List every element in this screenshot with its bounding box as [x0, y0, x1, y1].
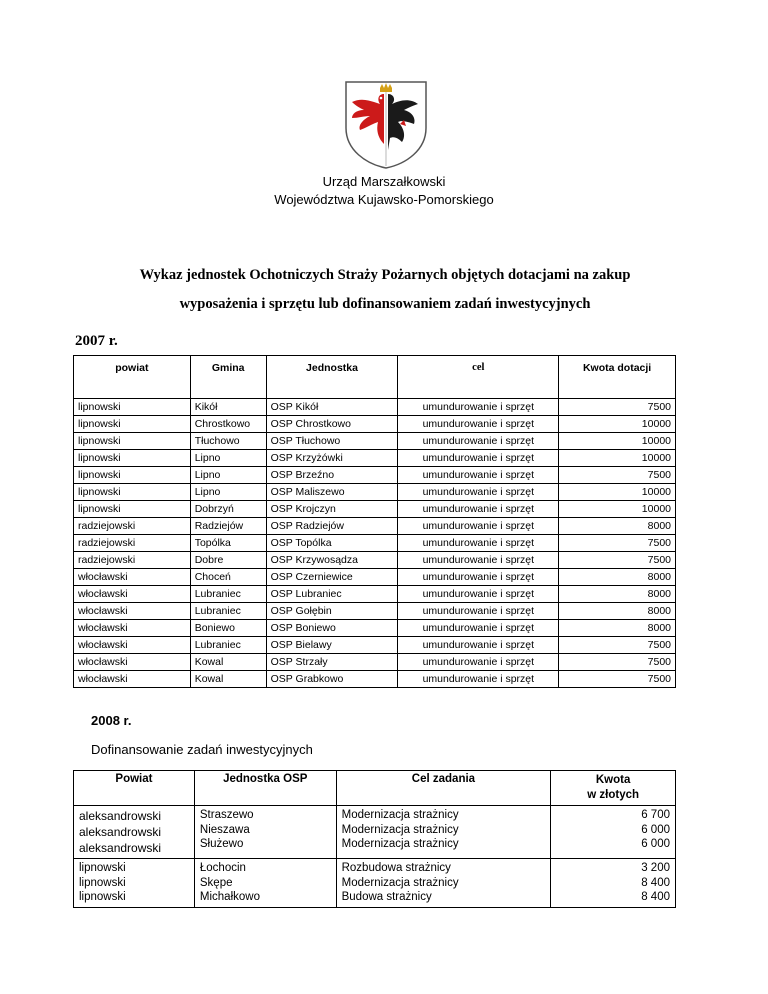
cell-powiat: włocławski	[74, 620, 191, 637]
cell-line: 6 000	[641, 823, 670, 836]
cell-jednostka: OSP Boniewo	[266, 620, 398, 637]
column-header-jednostka: Jednostka	[266, 356, 398, 399]
table-row-group	[74, 859, 676, 908]
cell-powiat: włocławski	[74, 637, 191, 654]
cell-line: 6 700	[641, 809, 670, 821]
cell-line: Straszewo	[199, 809, 254, 821]
cell-jednostka: OSP Krojczyn	[266, 501, 398, 518]
cell-cel	[336, 859, 551, 908]
table-row	[74, 399, 676, 416]
table-row	[74, 654, 676, 671]
cell-kwota	[551, 859, 676, 908]
cell-powiat: lipnowski	[74, 484, 191, 501]
cell-jednostka: OSP Topólka	[266, 535, 398, 552]
cell-kwota: 10000	[559, 433, 676, 450]
cell-jednostka: OSP Krzyżówki	[266, 450, 398, 467]
cell-gmina: Topólka	[190, 535, 266, 552]
table-row-group	[74, 806, 676, 859]
cell-line: lipnowski	[79, 891, 126, 903]
table-header-row	[74, 356, 676, 399]
cell-cel: umundurowanie i sprzęt	[398, 399, 559, 416]
cell-gmina: Boniewo	[190, 620, 266, 637]
cell-cel: umundurowanie i sprzęt	[398, 637, 559, 654]
cell-cel: umundurowanie i sprzęt	[398, 484, 559, 501]
cell-line: aleksandrowski	[79, 809, 162, 823]
cell-jednostka: OSP Bielawy	[266, 637, 398, 654]
cell-kwota: 8000	[559, 518, 676, 535]
cell-jednostka: OSP Radziejów	[266, 518, 398, 535]
cell-line: Skępe	[199, 876, 233, 889]
cell-powiat: lipnowski	[74, 450, 191, 467]
cell-gmina: Chrostkowo	[190, 416, 266, 433]
cell-line: lipnowski	[79, 862, 126, 874]
cell-gmina: Lubraniec	[190, 603, 266, 620]
cell-cel: umundurowanie i sprzęt	[398, 416, 559, 433]
cell-gmina: Kowal	[190, 671, 266, 688]
cell-powiat: włocławski	[74, 654, 191, 671]
column-header-cel: cel	[398, 356, 559, 399]
cell-kwota: 10000	[559, 450, 676, 467]
cell-kwota: 8000	[559, 586, 676, 603]
year-2007-heading: 2007 r.	[75, 333, 118, 349]
institution-line-2: Województwa Kujawsko-Pomorskiego	[274, 192, 494, 207]
table-row	[74, 552, 676, 569]
cell-jednostka: OSP Czerniewice	[266, 569, 398, 586]
cell-powiat	[74, 859, 195, 908]
cell-powiat: włocławski	[74, 586, 191, 603]
cell-jednostka	[194, 806, 336, 859]
cell-cel: umundurowanie i sprzęt	[398, 620, 559, 637]
cell-jednostka: OSP Chrostkowo	[266, 416, 398, 433]
cell-jednostka: OSP Brzeźno	[266, 467, 398, 484]
cell-cel	[336, 806, 551, 859]
table-row	[74, 433, 676, 450]
cell-gmina: Lipno	[190, 484, 266, 501]
cell-line: aleksandrowski	[79, 841, 162, 855]
cell-cel: umundurowanie i sprzęt	[398, 586, 559, 603]
cell-powiat: radziejowski	[74, 552, 191, 569]
cell-cel: umundurowanie i sprzęt	[398, 467, 559, 484]
cell-kwota: 10000	[559, 416, 676, 433]
cell-powiat: radziejowski	[74, 518, 191, 535]
cell-cel: umundurowanie i sprzęt	[398, 552, 559, 569]
cell-kwota: 7500	[559, 654, 676, 671]
cell-kwota: 7500	[559, 467, 676, 484]
coat-of-arms-icon	[344, 80, 428, 170]
table-row	[74, 603, 676, 620]
table-row	[74, 671, 676, 688]
column-header-cel-zadania: Cel zadania	[336, 771, 551, 806]
year-2008-heading: 2008 r.	[91, 713, 132, 728]
subsidies-2007-table	[73, 355, 676, 688]
table-row	[74, 450, 676, 467]
investment-subtitle: Dofinansowanie zadań inwestycyjnych	[91, 742, 313, 757]
cell-line: Modernizacja strażnicy	[341, 876, 459, 889]
table-header-row	[74, 771, 676, 806]
cell-cel: umundurowanie i sprzęt	[398, 450, 559, 467]
cell-line: Modernizacja strażnicy	[341, 809, 459, 821]
cell-gmina: Radziejów	[190, 518, 266, 535]
document-title-line-1: Wykaz jednostek Ochotniczych Straży Pożarnych objętych dotacjami na zakup	[139, 267, 631, 283]
cell-kwota: 10000	[559, 484, 676, 501]
cell-powiat: radziejowski	[74, 535, 191, 552]
cell-gmina: Dobrzyń	[190, 501, 266, 518]
cell-line: Łochocin	[199, 862, 246, 874]
cell-line: aleksandrowski	[79, 825, 162, 839]
table-row	[74, 535, 676, 552]
cell-kwota	[551, 806, 676, 859]
cell-line: Służewo	[199, 838, 244, 850]
cell-line: Budowa strażnicy	[341, 891, 432, 903]
cell-line: 8 400	[641, 876, 670, 889]
cell-gmina: Lubraniec	[190, 586, 266, 603]
cell-line: 8 400	[641, 891, 670, 903]
cell-kwota: 7500	[559, 637, 676, 654]
cell-kwota: 7500	[559, 535, 676, 552]
cell-gmina: Tłuchowo	[190, 433, 266, 450]
cell-jednostka	[194, 859, 336, 908]
cell-powiat	[74, 806, 195, 859]
table-row	[74, 467, 676, 484]
cell-cel: umundurowanie i sprzęt	[398, 433, 559, 450]
table-row	[74, 586, 676, 603]
table-row	[74, 620, 676, 637]
table-row	[74, 484, 676, 501]
cell-line: 3 200	[641, 862, 670, 874]
table-row	[74, 416, 676, 433]
cell-cel: umundurowanie i sprzęt	[398, 535, 559, 552]
cell-powiat: lipnowski	[74, 467, 191, 484]
cell-jednostka: OSP Lubraniec	[266, 586, 398, 603]
cell-jednostka: OSP Krzywosądza	[266, 552, 398, 569]
cell-gmina: Kowal	[190, 654, 266, 671]
cell-jednostka: OSP Grabkowo	[266, 671, 398, 688]
cell-kwota: 7500	[559, 552, 676, 569]
cell-jednostka: OSP Kikół	[266, 399, 398, 416]
column-header-kwota: Kwota dotacji	[559, 356, 676, 399]
cell-line: Rozbudowa strażnicy	[341, 862, 451, 874]
cell-gmina: Lipno	[190, 450, 266, 467]
cell-line: Michałkowo	[199, 891, 260, 903]
cell-kwota: 7500	[559, 399, 676, 416]
table-row	[74, 569, 676, 586]
cell-cel: umundurowanie i sprzęt	[398, 501, 559, 518]
cell-powiat: lipnowski	[74, 416, 191, 433]
column-header-kwota: Kwota w złotych	[551, 771, 676, 806]
cell-kwota: 8000	[559, 603, 676, 620]
table-row	[74, 501, 676, 518]
cell-jednostka: OSP Strzały	[266, 654, 398, 671]
column-header-gmina: Gmina	[190, 356, 266, 399]
cell-gmina: Choceń	[190, 569, 266, 586]
institution-line-1: Urząd Marszałkowski	[322, 174, 446, 189]
document-title	[60, 261, 710, 319]
cell-line: Modernizacja strażnicy	[341, 823, 459, 836]
cell-line: lipnowski	[79, 876, 126, 889]
cell-powiat: włocławski	[74, 569, 191, 586]
institution-name	[0, 173, 768, 209]
cell-jednostka: OSP Tłuchowo	[266, 433, 398, 450]
cell-line: 6 000	[641, 838, 670, 850]
cell-powiat: włocławski	[74, 671, 191, 688]
cell-kwota: 10000	[559, 501, 676, 518]
cell-cel: umundurowanie i sprzęt	[398, 518, 559, 535]
cell-powiat: włocławski	[74, 603, 191, 620]
column-header-jednostka-osp: Jednostka OSP	[194, 771, 336, 806]
cell-cel: umundurowanie i sprzęt	[398, 654, 559, 671]
cell-cel: umundurowanie i sprzęt	[398, 603, 559, 620]
cell-jednostka: OSP Maliszewo	[266, 484, 398, 501]
table-row	[74, 637, 676, 654]
column-header-powiat: Powiat	[74, 771, 195, 806]
cell-gmina: Lipno	[190, 467, 266, 484]
cell-jednostka: OSP Gołębin	[266, 603, 398, 620]
cell-kwota: 8000	[559, 569, 676, 586]
cell-gmina: Lubraniec	[190, 637, 266, 654]
cell-cel: umundurowanie i sprzęt	[398, 569, 559, 586]
column-header-powiat: powiat	[74, 356, 191, 399]
cell-powiat: lipnowski	[74, 501, 191, 518]
table-row	[74, 518, 676, 535]
cell-powiat: lipnowski	[74, 433, 191, 450]
investments-2008-table	[73, 770, 676, 908]
cell-line: Nieszawa	[199, 823, 250, 836]
document-title-line-2: wyposażenia i sprzętu lub dofinansowaniem zadań inwestycyjnych	[179, 296, 591, 312]
cell-powiat: lipnowski	[74, 399, 191, 416]
cell-gmina: Dobre	[190, 552, 266, 569]
cell-line: Modernizacja strażnicy	[341, 838, 459, 850]
cell-kwota: 8000	[559, 620, 676, 637]
cell-gmina: Kikół	[190, 399, 266, 416]
cell-cel: umundurowanie i sprzęt	[398, 671, 559, 688]
cell-kwota: 7500	[559, 671, 676, 688]
